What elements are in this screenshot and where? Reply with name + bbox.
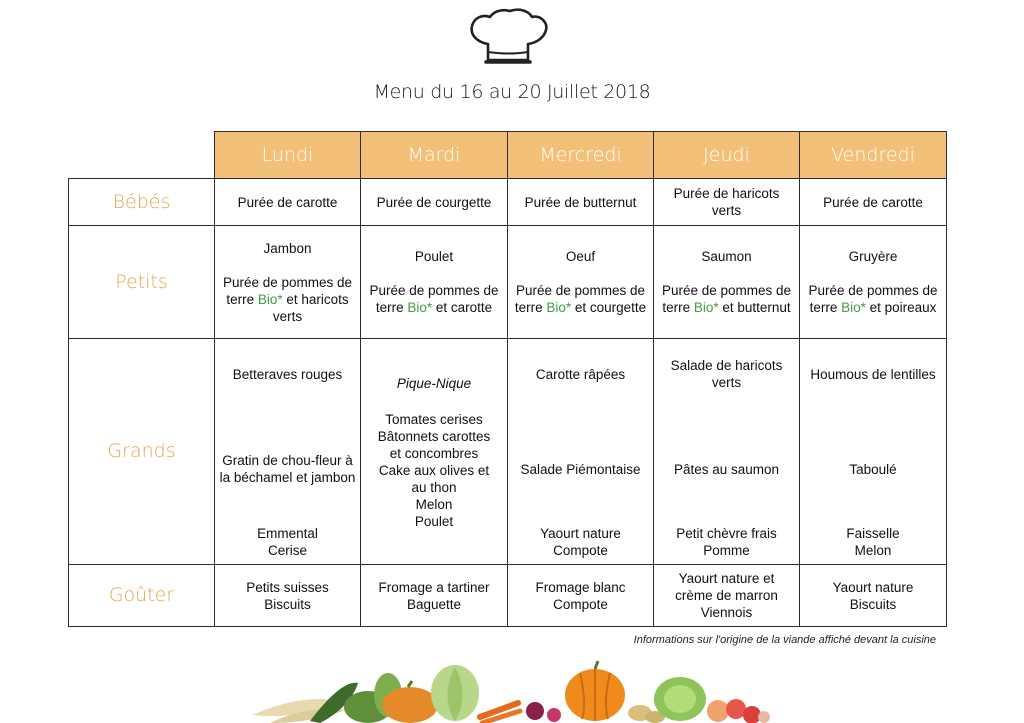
table-cell — [361, 339, 508, 565]
list-item: Poulet — [414, 514, 454, 529]
gouter-item: Baguette — [406, 596, 462, 612]
table-cell — [215, 339, 361, 565]
petits-protein: Poulet — [414, 249, 454, 264]
list-item: Bâtonnets carottes — [377, 429, 491, 444]
table-cell — [654, 339, 800, 565]
grands-entree: Carotte râpées — [535, 366, 626, 382]
row-label-petits: Petits — [69, 226, 215, 339]
table-corner — [69, 132, 215, 179]
gouter-item: Compote — [553, 596, 608, 612]
table-cell — [361, 226, 508, 339]
petits-protein: Gruyère — [848, 249, 898, 264]
vegetables-banner — [250, 655, 770, 723]
table-cell — [800, 339, 947, 565]
table-cell — [215, 226, 361, 339]
gouter-item: Biscuits — [264, 596, 311, 612]
day-header-mardi: Mardi — [361, 132, 508, 179]
puree-text: Purée de pommes de terre — [514, 283, 646, 315]
table-cell: Purée de carotte — [215, 179, 361, 226]
grands-plat: Pâtes au saumon — [673, 461, 780, 477]
puree-text: Purée de pommes de terre — [222, 274, 353, 307]
petits-protein: Oeuf — [565, 249, 596, 264]
bio-label: Bio* — [841, 300, 866, 315]
row-label-grands: Grands — [69, 339, 215, 565]
grands-dessert: Yaourt nature — [540, 526, 621, 541]
table-cell: Purée de butternut — [508, 179, 654, 226]
gouter-item: crème de marron — [675, 588, 778, 603]
table-cell — [361, 565, 508, 627]
pique-nique-list — [365, 411, 503, 530]
grands-plat: Taboulé — [849, 461, 897, 477]
grands-plat: Salade Piémontaise — [520, 461, 641, 477]
grands-fruit: Compote — [553, 543, 608, 558]
table-cell — [654, 226, 800, 339]
gouter-item: Petits suisses — [246, 579, 329, 595]
table-cell — [800, 565, 947, 627]
table-cell — [654, 565, 800, 627]
list-item: Tomates cerises — [385, 412, 483, 427]
footnote: Informations sur l'origine de la viande affiché devant la cuisine — [633, 634, 936, 646]
gouter-item: Biscuits — [849, 596, 897, 612]
grands-fruit: Cerise — [267, 543, 307, 558]
grands-dessert: Petit chèvre frais — [676, 526, 777, 541]
grands-fruit: Melon — [854, 543, 892, 558]
grands-dessert: Emmental — [257, 526, 318, 541]
grands-entree: Houmous de lentilles — [810, 366, 936, 382]
bio-label: Bio* — [693, 300, 719, 315]
day-header-mercredi: Mercredi — [508, 132, 654, 179]
puree-text: Purée de pommes de terre — [369, 283, 499, 315]
table-cell — [508, 565, 654, 627]
gouter-item: Fromage blanc — [535, 579, 626, 595]
row-label-bebes: Bébés — [69, 179, 215, 226]
list-item: au thon — [411, 480, 457, 495]
table-cell: Purée de haricots verts — [654, 179, 800, 226]
puree-text: Purée de pommes de terre — [661, 283, 792, 315]
list-item: et concombres — [389, 446, 479, 461]
bio-label: Bio* — [546, 300, 572, 315]
gouter-item: Yaourt nature — [832, 579, 914, 595]
puree-suffix: et butternut — [722, 300, 791, 315]
gouter-item: Yaourt nature et — [678, 571, 775, 586]
petits-protein: Saumon — [701, 249, 752, 264]
gouter-item: Fromage a tartiner — [378, 579, 490, 595]
gouter-item: Viennois — [700, 605, 753, 620]
puree-text: Purée de pommes de terre — [808, 283, 938, 315]
puree-suffix: et courgette — [574, 300, 647, 315]
bio-label: Bio* — [257, 291, 283, 307]
table-cell — [508, 339, 654, 565]
chef-hat-icon — [466, 8, 550, 66]
day-header-lundi: Lundi — [215, 132, 361, 179]
menu-table — [68, 131, 947, 627]
list-item: Melon — [415, 497, 453, 512]
table-cell: Purée de carotte — [800, 179, 947, 226]
grands-entree: Betteraves rouges — [232, 366, 343, 382]
pique-nique-title: Pique-Nique — [396, 376, 472, 391]
day-header-jeudi: Jeudi — [654, 132, 800, 179]
bio-label: Bio* — [407, 300, 433, 315]
list-item: Cake aux olives et — [378, 463, 490, 478]
puree-suffix: et carotte — [435, 300, 493, 315]
day-header-vendredi: Vendredi — [800, 132, 947, 179]
grands-fruit: Pomme — [703, 543, 750, 558]
table-cell: Purée de courgette — [361, 179, 508, 226]
table-cell — [215, 565, 361, 627]
grands-plat: Gratin de chou-fleur à la béchamel et jambon — [219, 453, 356, 485]
row-label-gouter: Goûter — [69, 565, 215, 627]
grands-dessert: Faisselle — [846, 526, 900, 541]
petits-protein: Jambon — [263, 240, 312, 256]
page-title: Menu du 16 au 20 Juillet 2018 — [373, 81, 651, 103]
table-cell — [800, 226, 947, 339]
grands-entree: Salade de haricots verts — [670, 358, 783, 390]
puree-suffix: et poireaux — [869, 300, 937, 315]
puree-suffix: et haricots verts — [272, 291, 349, 324]
table-cell — [508, 226, 654, 339]
